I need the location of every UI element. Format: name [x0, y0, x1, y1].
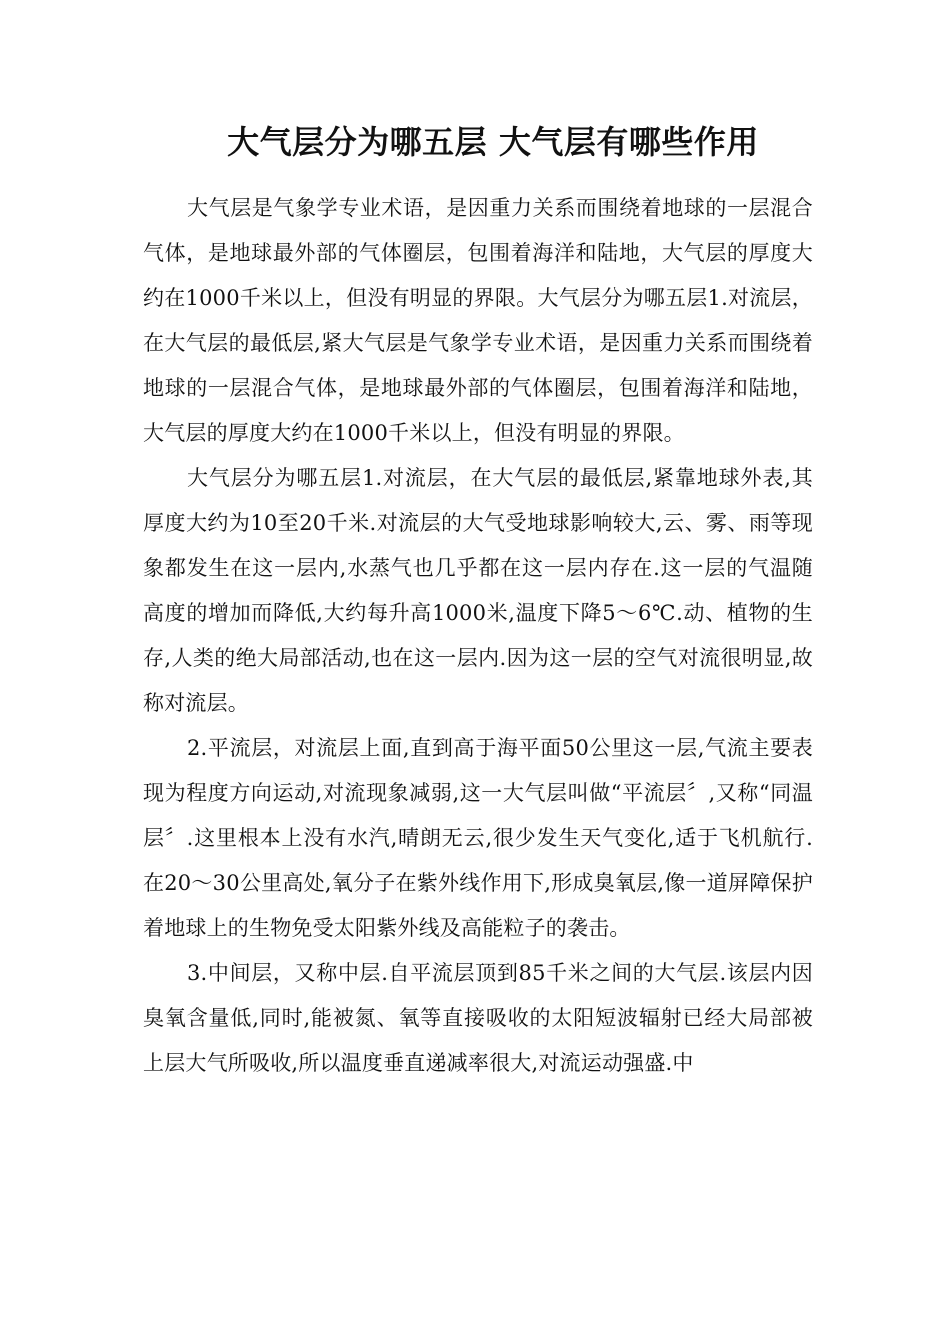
paragraph-2: 大气层分为哪五层1.对流层，在大气层的最低层,紧靠地球外表,其厚度大约为10至20千米.对流层的大气受地球影响较大,云、雾、雨等现象都发生在这一层内,水蒸气也几乎都在这一层内存在.这一层的气温随高度的增加而降低,大约每升高1000米,温度下降5～6℃.动、植物的生存,人类的绝大局部活动,也在这一层内.因为这一层的空气对流很明显,故称对流层。 [143, 466, 813, 715]
paragraph-3: 2.平流层，对流层上面,直到高于海平面50公里这一层,气流主要表现为程度方向运动,对流现象减弱,这一大气层叫做“平流层〞,又称“同温层〞.这里根本上没有水汽,晴朗无云,很少发生天气变化,适于飞机航行.在20～30公里高处,氧分子在紫外线作用下,形成臭氧层,像一道屏障保护着地球上的生物免受太阳紫外线及高能粒子的袭击。 [143, 736, 813, 940]
paragraph-1: 大气层是气象学专业术语，是因重力关系而围绕着地球的一层混合气体，是地球最外部的气体圈层，包围着海洋和陆地，大气层的厚度大约在1000千米以上，但没有明显的界限。大气层分为哪五层1.对流层，在大气层的最低层,紧大气层是气象学专业术语，是因重力关系而围绕着地球的一层混合气体，是地球最外部的气体圈层，包围着海洋和陆地，大气层的厚度大约在1000千米以上，但没有明显的界限。 [143, 196, 813, 445]
document-body [143, 186, 813, 1086]
paragraph-4: 3.中间层，又称中层.自平流层顶到85千米之间的大气层.该层内因臭氧含量低,同时,能被氮、氧等直接吸收的太阳短波辐射已经大局部被上层大气所吸收,所以温度垂直递减率很大,对流运动强盛.中 [143, 961, 813, 1075]
document-title: 大气层分为哪五层 大气层有哪些作用 [227, 123, 759, 161]
